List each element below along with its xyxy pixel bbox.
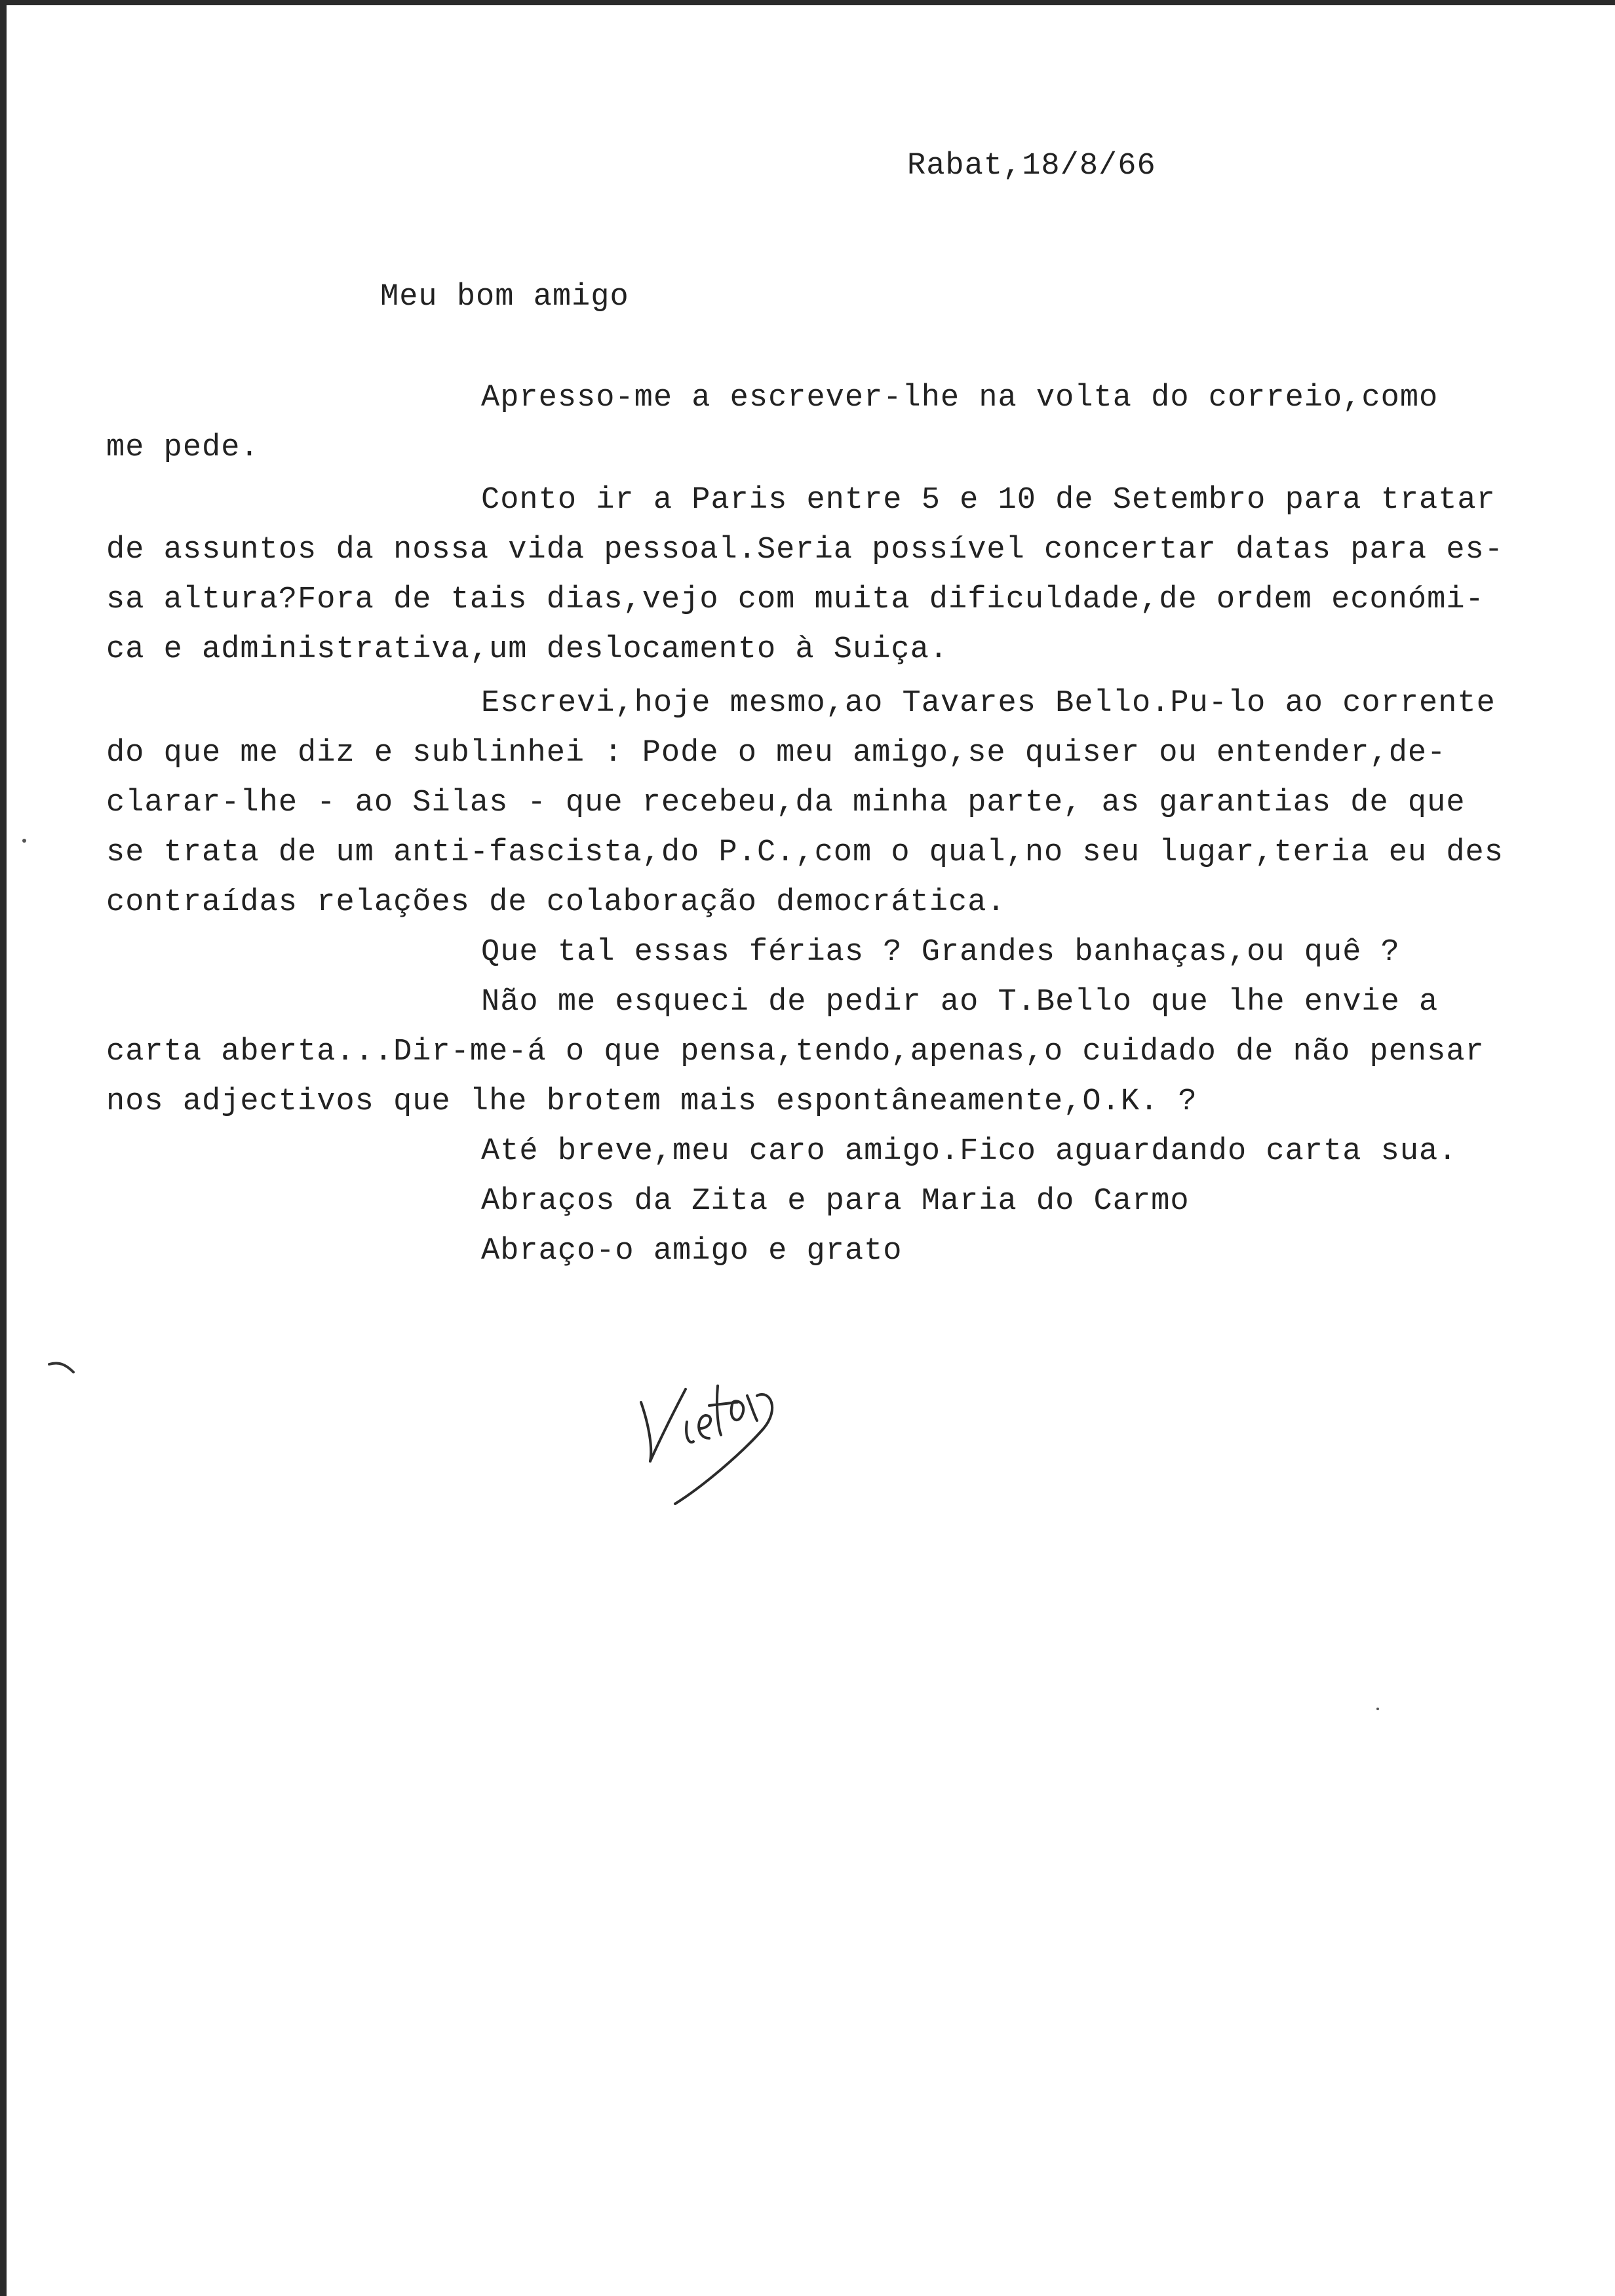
letter-closing-line: Abraços da Zita e para Maria do Carmo	[481, 1184, 1190, 1219]
letter-line: contraídas relações de colaboração democrática.	[106, 885, 1006, 920]
letter-line: carta aberta...Dir-me-á o que pensa,tendo,apenas,o cuidado de não pensar	[106, 1035, 1485, 1069]
letter-date: Rabat,18/8/66	[907, 149, 1156, 183]
letter-line: Apresso-me a escrever-lhe na volta do correio,como	[481, 381, 1439, 415]
letter-line: Conto ir a Paris entre 5 e 10 de Setembro para tratar	[481, 483, 1496, 518]
letter-line: se trata de um anti-fascista,do P.C.,com o qual,no seu lugar,teria eu des	[106, 835, 1504, 870]
letter-salutation: Meu bom amigo	[380, 280, 629, 315]
scan-border-left	[0, 0, 7, 2296]
letter-line: me pede.	[106, 430, 260, 465]
scan-border-top	[0, 0, 1615, 5]
stray-ink-mark	[46, 1356, 79, 1376]
letter-line: ca e administrativa,um deslocamento à Suiça.	[106, 632, 949, 667]
letter-line: Escrevi,hoje mesmo,ao Tavares Bello.Pu-lo ao corrente	[481, 686, 1496, 721]
letter-closing-line: Até breve,meu caro amigo.Fico aguardando carta sua.	[481, 1134, 1458, 1169]
letter-line: Que tal essas férias ? Grandes banhaças,ou quê ?	[481, 935, 1400, 970]
ink-speck	[1376, 1708, 1379, 1710]
letter-line: nos adjectivos que lhe brotem mais espontâneamente,O.K. ?	[106, 1084, 1197, 1119]
letter-line: clarar-lhe - ao Silas - que recebeu,da minha parte, as garantias de que	[106, 786, 1466, 820]
letter-line: Não me esqueci de pedir ao T.Bello que lhe envie a	[481, 985, 1439, 1020]
handwritten-signature	[623, 1363, 819, 1514]
letter-line: de assuntos da nossa vida pessoal.Seria possível concertar datas para es-	[106, 533, 1504, 567]
letter-closing-line: Abraço-o amigo e grato	[481, 1234, 903, 1269]
letter-line: sa altura?Fora de tais dias,vejo com muita dificuldade,de ordem económi-	[106, 583, 1485, 617]
letter-line: do que me diz e sublinhei : Pode o meu amigo,se quiser ou entender,de-	[106, 736, 1447, 771]
ink-speck	[22, 839, 26, 843]
